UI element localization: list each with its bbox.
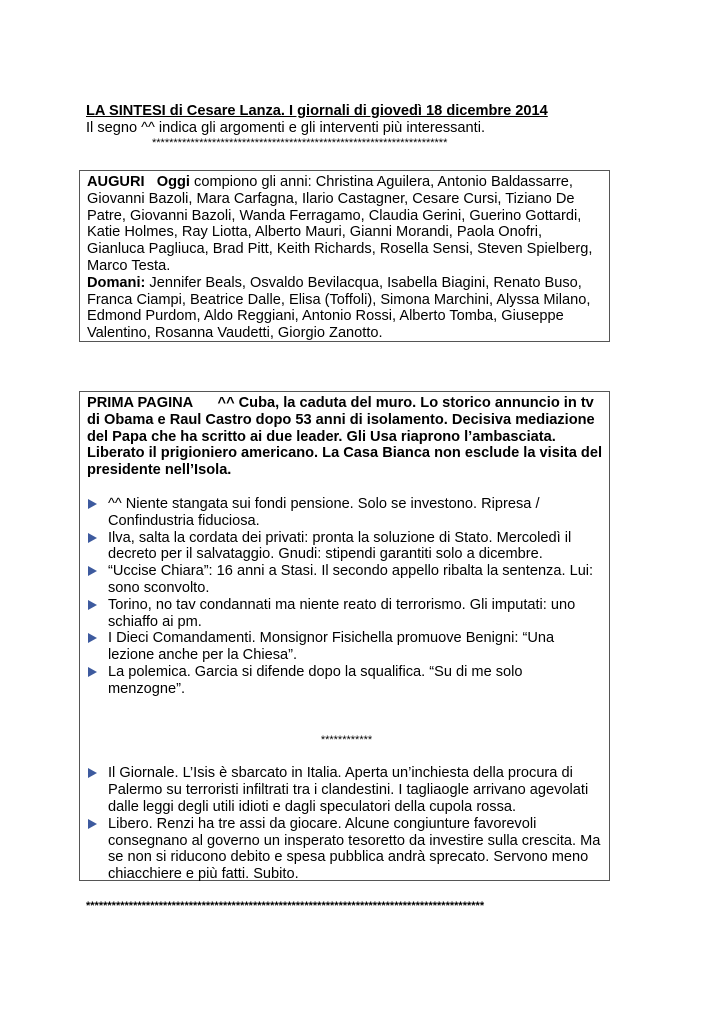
bullet-arrow-icon (88, 768, 97, 778)
list-item: “Uccise Chiara”: 16 anni a Stasi. Il secondo appello ribalta la sentenza. Lui: sono sconvolto. (87, 563, 602, 597)
subtitle: Il segno ^^ indica gli argomenti e gli interventi più interessanti. (86, 120, 486, 136)
list-item: I Dieci Comandamenti. Monsignor Fisichella promuove Benigni: “Una lezione anche per la Chiesa”. (87, 630, 602, 664)
bullet-arrow-icon (88, 667, 97, 677)
list-item: ^^ Niente stangata sui fondi pensione. Solo se investono. Ripresa / Confindustria fiduciosa. (87, 496, 602, 530)
stars-separator-mid: ************ (320, 733, 373, 746)
page-title: LA SINTESI di Cesare Lanza. I giornali di giovedì 18 dicembre 2014 (86, 103, 548, 119)
bullet-arrow-icon (88, 633, 97, 643)
auguri-oggi-paragraph (87, 174, 602, 275)
list-item: Torino, no tav condannati ma niente reato di terrorismo. Gli imputati: uno schiaffo ai pm. (87, 597, 602, 631)
oggi-label: Oggi (156, 174, 190, 190)
bullet-arrow-icon (88, 819, 97, 829)
stars-separator-top: ********************************************************************* (152, 137, 448, 149)
auguri-domani-paragraph (87, 275, 602, 342)
bullet-arrow-icon (88, 499, 97, 509)
headline-text: ^^ Cuba, la caduta del muro. Lo storico annuncio in tv di Obama e Raul Castro dopo 53 anni di isolamento. Decisiva mediazione del Papa che ha scritto ai due leader. Gli Usa riaprono l’ambasciata. Liberato il prigioniero americano. La Casa Bianca non esclude la visita del presidente nell’Isola. (87, 395, 602, 479)
list-item: Il Giornale. L’Isis è sbarcato in Italia. Aperta un’inchiesta della procura di Palermo su terroristi infiltrati tra i clandestini. I tagliaogle arrivano agevolati dalle leggi degli utili idioti e dagli speculatori della cupola rossa. (87, 765, 602, 815)
stars-separator-bottom: ********************************************************************************************* (86, 900, 485, 912)
bullet-arrow-icon (88, 566, 97, 576)
oggi-text: compiono gli anni: Christina Aguilera, Antonio Baldassarre, Giovanni Bazoli, Mara Carfagna, Ilario Castagner, Cesare Cursi, Tiziano De Patre, Giovanni Bazoli, Wanda Ferragamo, Claudia Gerini, Guerino Gottardi, Katie Holmes, Ray Liotta, Alberto Mauri, Gianni Morandi, Paola Onofri, Gianluca Pagliuca, Brad Pitt, Keith Richards, Rosella Sensi, Steven Spielberg, Marco Testa. (87, 174, 593, 274)
domani-label: Domani: (87, 274, 146, 291)
news-list (87, 496, 602, 698)
bullet-arrow-icon (88, 533, 97, 543)
list-item: La polemica. Garcia si difende dopo la squalifica. “Su di me solo menzogne”. (87, 664, 602, 698)
auguri-box (79, 170, 610, 342)
domani-text: Jennifer Beals, Osvaldo Bevilacqua, Isabella Biagini, Renato Buso, Franca Ciampi, Beatrice Dalle, Elisa (Toffoli), Simona Marchini, Alyssa Milano, Edmond Purdom, Aldo Reggiani, Antonio Rossi, Alberto Tomba, Giuseppe Valentino, Rosanna Vaudetti, Giorgio Zanotto. (87, 274, 591, 342)
press-review-list (87, 765, 602, 883)
prima-pagina-headline (87, 395, 602, 479)
auguri-label: AUGURI (87, 174, 145, 190)
list-item: Libero. Renzi ha tre assi da giocare. Alcune congiunture favorevoli consegnano al governo un insperato tesoretto da investire sulla crescita. Ma se non si riducono debito e spesa pubblica andrà sprecato. Servono meno chiacchiere e più fatti. Subito. (87, 816, 602, 883)
prima-pagina-box (79, 391, 610, 881)
bullet-arrow-icon (88, 600, 97, 610)
list-item: Ilva, salta la cordata dei privati: pronta la soluzione di Stato. Mercoledì il decreto per il salvataggio. Gnudi: stipendi garantiti solo a dicembre. (87, 530, 602, 564)
prima-pagina-label: PRIMA PAGINA (87, 395, 194, 411)
